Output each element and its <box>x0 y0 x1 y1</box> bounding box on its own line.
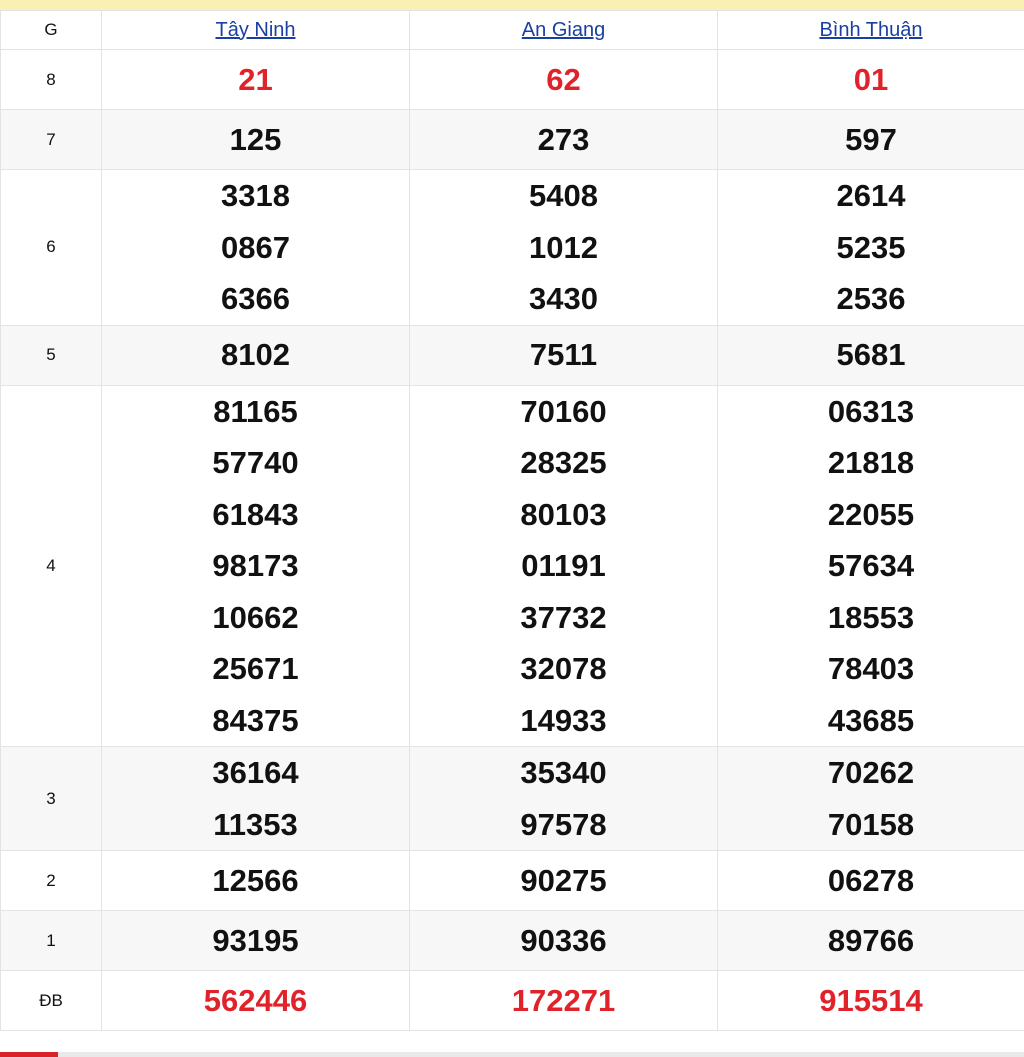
result-number: 90336 <box>520 922 607 958</box>
result-number: 93195 <box>212 922 299 958</box>
result-number: 70158 <box>827 806 915 842</box>
result-number: 3318 <box>221 178 290 213</box>
result-number: 2614 <box>836 178 906 213</box>
result-number: 18553 <box>827 599 915 635</box>
result-number: 10662 <box>212 599 299 635</box>
prize-column-header: G <box>1 11 102 50</box>
prize-label: 8 <box>46 69 56 89</box>
active-tab-indicator <box>0 1052 58 1057</box>
prize-row <box>1 851 1024 911</box>
result-number: 915514 <box>819 982 923 1018</box>
prize-row <box>1 971 1024 1031</box>
result-number: 5408 <box>529 178 598 213</box>
result-number: 57634 <box>827 548 915 583</box>
result-cell-tay-ninh <box>102 851 410 911</box>
prize-label: 1 <box>46 930 56 950</box>
result-cell-an-giang <box>410 747 718 851</box>
result-cell-binh-thuan <box>718 50 1024 110</box>
result-cell-binh-thuan <box>718 911 1024 971</box>
result-number: 14933 <box>520 702 607 738</box>
result-number: 90275 <box>520 862 607 898</box>
result-number: 28325 <box>520 445 607 480</box>
result-number: 22055 <box>827 496 915 532</box>
result-cell-an-giang <box>410 911 718 971</box>
result-number: 97578 <box>520 806 607 842</box>
top-accent-bar <box>0 0 1024 10</box>
result-cell-an-giang <box>410 971 718 1031</box>
result-number: 36164 <box>212 755 299 790</box>
result-number: 3430 <box>529 281 598 316</box>
result-number: 172271 <box>511 982 616 1018</box>
result-number: 01 <box>853 61 889 97</box>
result-number: 6366 <box>221 281 290 316</box>
result-number: 21818 <box>827 445 915 480</box>
lottery-results-table <box>0 10 1024 1031</box>
result-cell-binh-thuan <box>718 851 1024 911</box>
prize-label: 4 <box>46 555 56 575</box>
result-number: 12566 <box>212 862 299 898</box>
result-cell-binh-thuan <box>718 747 1024 851</box>
result-cell-an-giang <box>410 851 718 911</box>
prize-label: 6 <box>46 237 56 257</box>
result-cell-binh-thuan <box>718 170 1024 326</box>
prize-row <box>1 747 1024 851</box>
result-number: 5681 <box>836 337 906 373</box>
result-number: 70160 <box>520 393 607 429</box>
province-header-tay-ninh <box>102 11 410 50</box>
prize-label-cell <box>1 110 102 170</box>
province-link-tay-ninh[interactable]: Tây Ninh <box>215 18 296 41</box>
bottom-tab-bar <box>0 1052 1024 1057</box>
result-number: 70262 <box>827 755 915 790</box>
result-cell-binh-thuan <box>718 971 1024 1031</box>
result-number: 62 <box>546 61 581 97</box>
prize-label-cell <box>1 747 102 851</box>
result-number: 0867 <box>221 229 290 265</box>
result-cell-binh-thuan <box>718 325 1024 385</box>
table-header-row <box>1 11 1024 50</box>
result-number: 32078 <box>520 651 607 686</box>
result-number: 35340 <box>520 755 607 790</box>
result-number: 597 <box>845 121 897 157</box>
result-cell-an-giang <box>410 170 718 326</box>
result-number: 81165 <box>213 393 298 429</box>
result-number: 98173 <box>212 548 299 583</box>
result-number: 273 <box>537 121 590 157</box>
result-number: 84375 <box>212 702 299 738</box>
prize-row <box>1 110 1024 170</box>
prize-row <box>1 911 1024 971</box>
result-number: 1012 <box>529 229 598 265</box>
result-number: 25671 <box>212 651 299 686</box>
result-number: 7511 <box>529 337 598 373</box>
prize-label: ĐB <box>39 990 63 1010</box>
prize-label: 7 <box>46 129 56 149</box>
result-cell-an-giang <box>410 385 718 747</box>
province-header-an-giang <box>410 11 718 50</box>
result-cell-an-giang <box>410 50 718 110</box>
result-number: 37732 <box>520 599 607 635</box>
province-header-binh-thuan <box>718 11 1024 50</box>
result-cell-tay-ninh <box>102 747 410 851</box>
result-number: 562446 <box>203 982 308 1018</box>
result-number: 5235 <box>836 229 906 265</box>
result-cell-tay-ninh <box>102 325 410 385</box>
prize-row <box>1 50 1024 110</box>
province-link-an-giang[interactable]: An Giang <box>521 18 606 41</box>
result-cell-tay-ninh <box>102 971 410 1031</box>
result-number: 06278 <box>827 862 915 898</box>
result-cell-an-giang <box>410 325 718 385</box>
result-cell-tay-ninh <box>102 110 410 170</box>
result-cell-tay-ninh <box>102 385 410 747</box>
prize-row <box>1 385 1024 747</box>
result-number: 21 <box>238 61 273 97</box>
prize-row <box>1 170 1024 326</box>
result-number: 125 <box>229 121 282 157</box>
province-link-binh-thuan[interactable]: Bình Thuận <box>819 18 923 41</box>
result-number: 57740 <box>212 445 299 480</box>
result-number: 78403 <box>827 651 915 686</box>
prize-label-cell <box>1 971 102 1031</box>
result-cell-tay-ninh <box>102 911 410 971</box>
prize-label-cell <box>1 50 102 110</box>
prize-label: 2 <box>46 870 56 890</box>
result-cell-an-giang <box>410 110 718 170</box>
prize-row <box>1 325 1024 385</box>
result-cell-binh-thuan <box>718 385 1024 747</box>
prize-label-cell <box>1 851 102 911</box>
prize-label-cell <box>1 911 102 971</box>
prize-label-cell <box>1 170 102 326</box>
prize-label: 5 <box>46 345 56 364</box>
prize-label-cell <box>1 325 102 385</box>
prize-label: 3 <box>46 788 56 808</box>
result-number: 43685 <box>827 702 915 738</box>
result-number: 8102 <box>221 337 290 373</box>
result-number: 61843 <box>212 496 299 532</box>
result-number: 80103 <box>520 496 607 532</box>
result-number: 2536 <box>836 281 906 316</box>
result-cell-binh-thuan <box>718 110 1024 170</box>
result-number: 01191 <box>521 548 606 583</box>
prize-label-cell <box>1 385 102 747</box>
result-cell-tay-ninh <box>102 50 410 110</box>
result-number: 11353 <box>213 806 298 842</box>
result-number: 06313 <box>827 393 915 429</box>
result-cell-tay-ninh <box>102 170 410 326</box>
result-number: 89766 <box>827 922 915 958</box>
